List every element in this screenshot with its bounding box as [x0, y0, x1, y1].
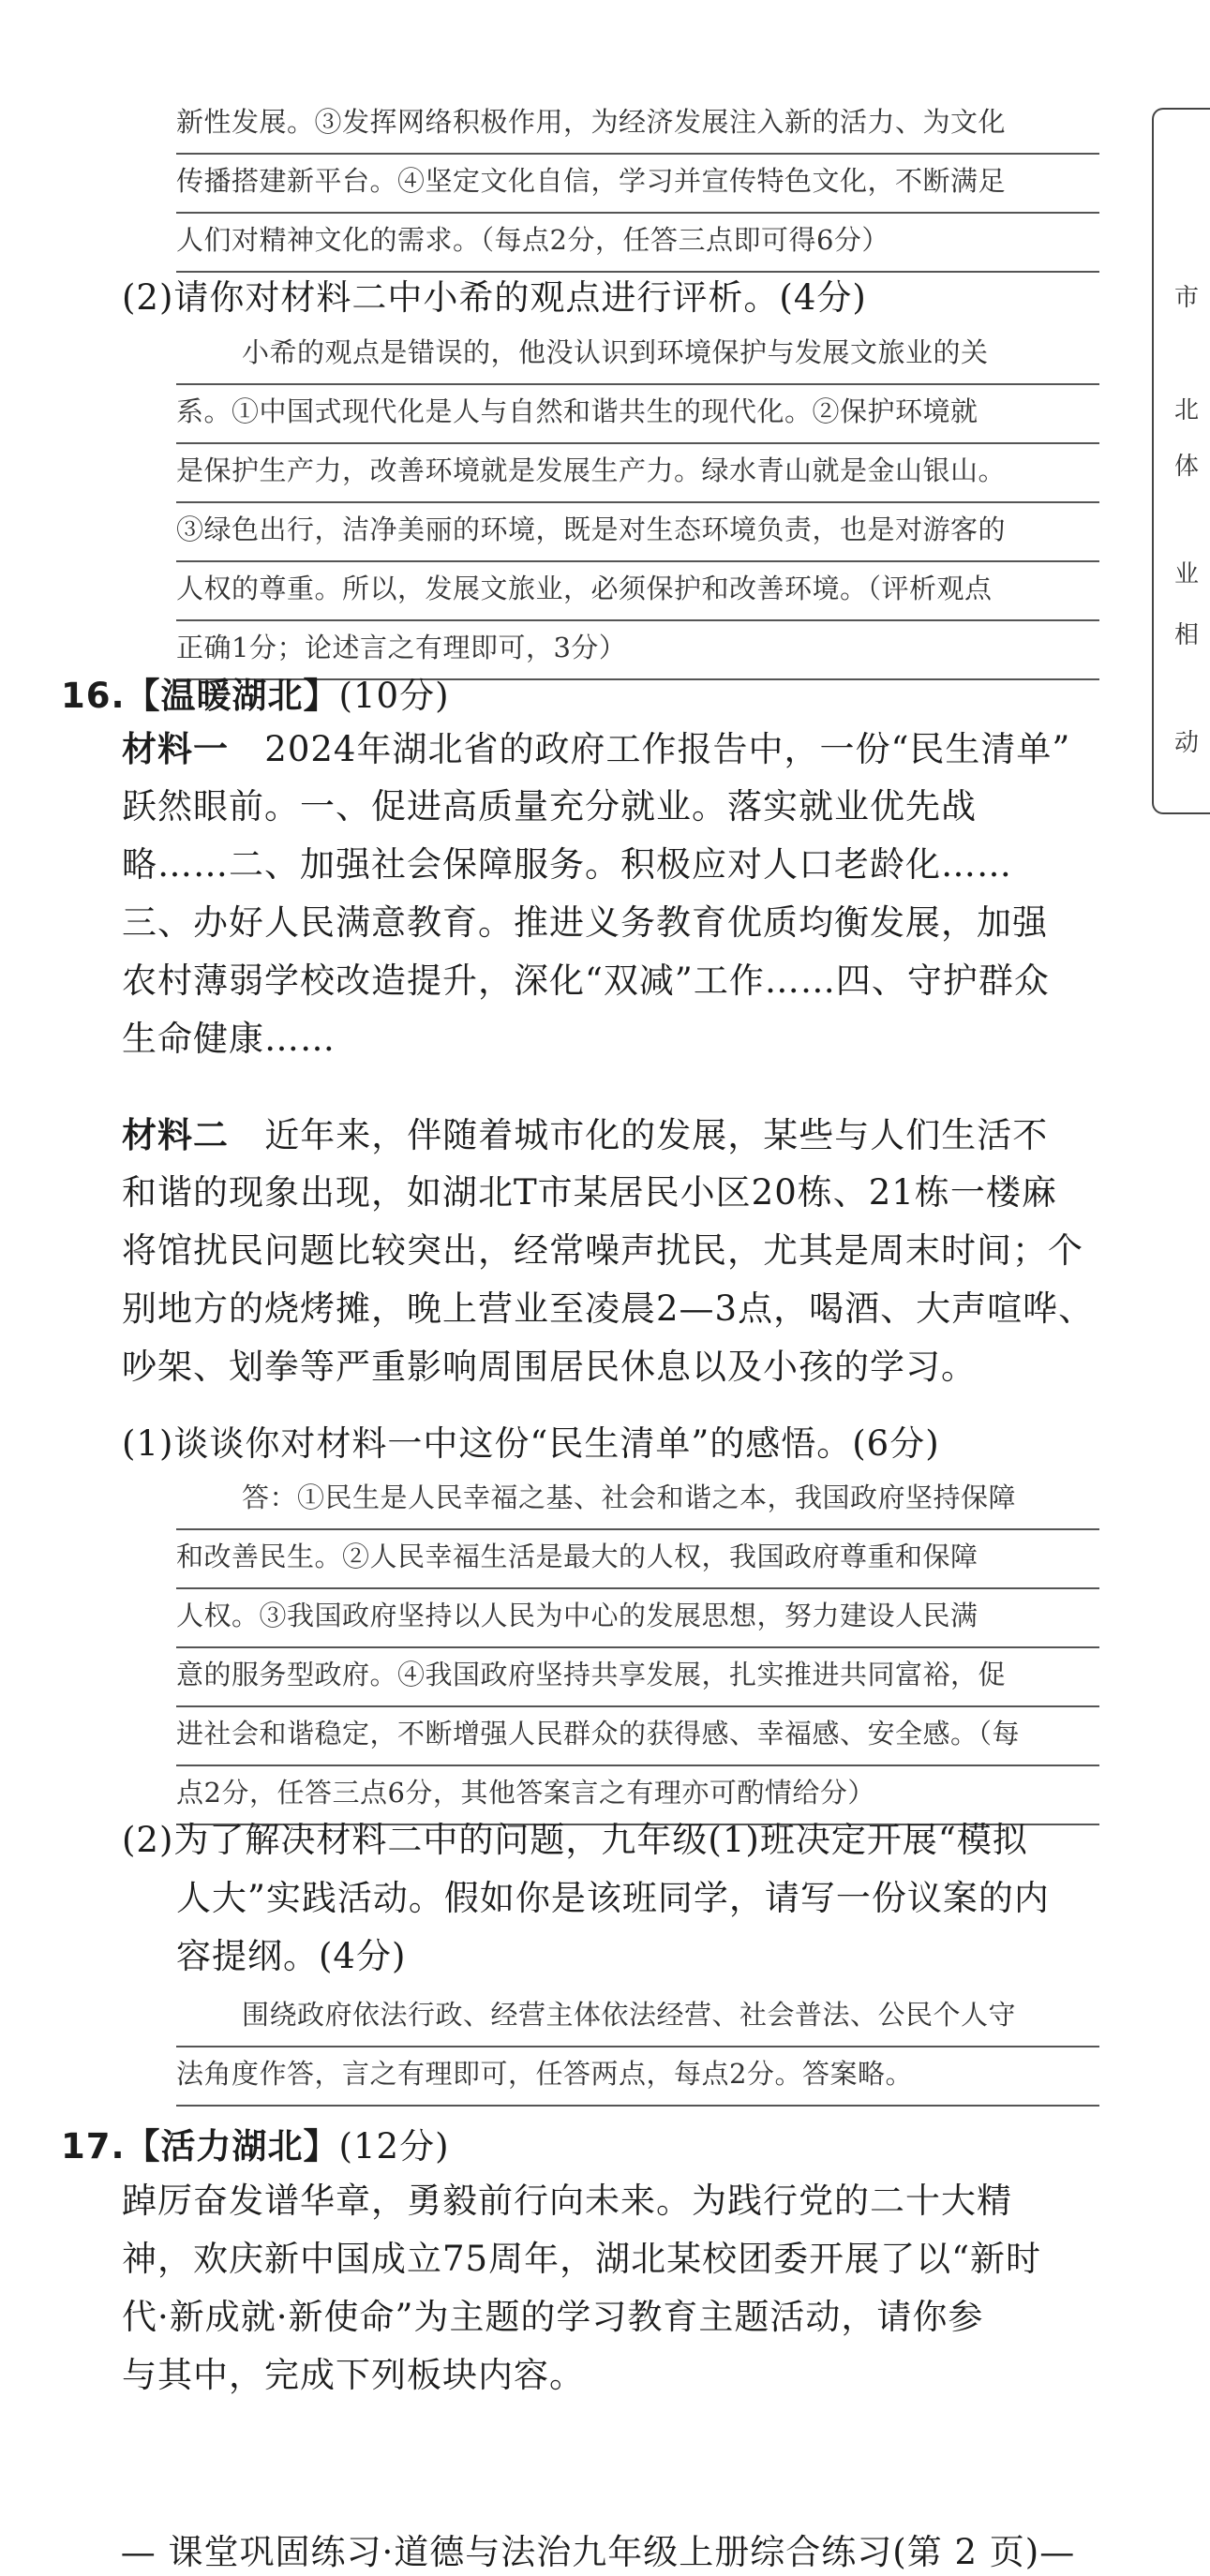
material-line: 吵架、划拳等严重影响周围居民休息以及小孩的学习。: [122, 1347, 977, 1387]
side-char: 业: [1174, 560, 1200, 588]
q17-title: 【活力湖北】: [125, 2125, 339, 2167]
material-line: 跃然眼前。一、促进高质量充分就业。落实就业优先战: [122, 786, 977, 826]
answer-line: 答：①民生是人民幸福之基、社会和谐之本，我国政府坚持保障: [176, 1471, 1099, 1530]
question-line: 代·新成就·新使命”为主题的学习教育主题活动，请你参: [122, 2297, 984, 2337]
material-line: 三、办好人民满意教育。推进义务教育优质均衡发展，加强: [122, 902, 1048, 943]
answer-line: 围绕政府依法行政、经营主体依法经营、社会普法、公民个人守: [176, 1988, 1099, 2047]
material-line: 略……二、加强社会保障服务。积极应对人口老龄化……: [122, 844, 1012, 885]
q16-material1: [122, 720, 1106, 1068]
side-char: 体: [1174, 453, 1200, 481]
answer-line: 和改善民生。②人民幸福生活是最大的人权，我国政府尊重和保障: [176, 1530, 1099, 1589]
q15-2-question: (2)请你对材料二中小希的观点进行评析。(4分): [122, 277, 867, 318]
q17-number: 17.: [61, 2126, 126, 2167]
question-line: 踔厉奋发谱华章，勇毅前行向未来。为践行党的二十大精: [122, 2181, 1012, 2221]
question-line: 人大”实践活动。假如你是该班同学，请写一份议案的内: [176, 1878, 1050, 1918]
answer-line: ③绿色出行，洁净美丽的环境，既是对生态环境负责，也是对游客的: [176, 503, 1099, 562]
q16-number: 16.: [61, 676, 126, 716]
material-line: 农村薄弱学校改造提升，深化“双减”工作……四、守护群众: [122, 960, 1050, 1001]
q16-material2: [122, 1106, 1106, 1396]
side-char: 市: [1174, 284, 1200, 312]
q17-score: (12分): [338, 2126, 450, 2167]
material-line: 将馆扰民问题比较突出，经常噪声扰民，尤其是周末时间；个: [122, 1230, 1083, 1271]
question-line: 与其中，完成下列板块内容。: [122, 2355, 585, 2395]
answer-line: 点2分，任答三点6分，其他答案言之有理亦可酌情给分）: [176, 1766, 1099, 1825]
answer-line: 人权的尊重。所以，发展文旅业，必须保护和改善环境。（评析观点: [176, 562, 1099, 621]
material2-label: 材料二: [122, 1114, 229, 1155]
question-line: (2)为了解决材料二中的问题，九年级(1)班决定开展“模拟: [122, 1820, 1028, 1860]
answer-line: 进社会和谐稳定，不断增强人民群众的获得感、幸福感、安全感。（每: [176, 1707, 1099, 1766]
q16-1-question: (1)谈谈你对材料一中这份“民生清单”的感悟。(6分): [122, 1423, 940, 1464]
q16-1-answer-block: [176, 1471, 1099, 1825]
q15-2-answer-block: [176, 326, 1099, 680]
question-line: 神，欢庆新中国成立75周年，湖北某校团委开展了以“新时: [122, 2239, 1041, 2279]
material1-label: 材料一: [122, 728, 229, 769]
q16-2-answer-block: [176, 1988, 1099, 2107]
material-line: 2024年湖北省的政府工作报告中，一份“民生清单”: [264, 729, 1071, 769]
answer-line: 法角度作答，言之有理即可，任答两点，每点2分。答案略。: [176, 2047, 1099, 2107]
material-line: 别地方的烧烤摊，晚上营业至凌晨2—3点，喝酒、大声喧哗、: [122, 1288, 1095, 1329]
answer-line: 正确1分；论述言之有理即可，3分）: [176, 621, 1099, 680]
side-char: 北: [1174, 396, 1200, 424]
q17-heading: [61, 2118, 450, 2168]
q16-score: (10分): [338, 676, 450, 716]
answer-line: 系。①中国式现代化是人与自然和谐共生的现代化。②保护环境就: [176, 385, 1099, 444]
material-line: 生命健康……: [122, 1019, 336, 1059]
answer-line: 是保护生产力，改善环境就是发展生产力。绿水青山就是金山银山。: [176, 444, 1099, 503]
answer-line: 人权。③我国政府坚持以人民为中心的发展思想，努力建设人民满: [176, 1589, 1099, 1648]
q16-heading: [61, 667, 450, 718]
answer-line: 小希的观点是错误的，他没认识到环境保护与发展文旅业的关: [176, 326, 1099, 385]
answer-line: 传播搭建新平台。④坚定文化自信，学习并宣传特色文化，不断满足: [176, 155, 1099, 214]
side-char: 动: [1174, 729, 1200, 757]
q16-title: 【温暖湖北】: [125, 675, 339, 716]
answer-line: 新性发展。③发挥网络积极作用，为经济发展注入新的活力、为文化: [176, 96, 1099, 155]
side-char: 相: [1174, 621, 1200, 649]
q15-1-answer-block: [176, 96, 1099, 273]
page-footer: — 课堂巩固练习·道德与法治九年级上册综合练习(第 2 页)—: [120, 2532, 1076, 2572]
side-panel: [1152, 108, 1210, 814]
q16-2-question: [122, 1811, 1106, 1986]
question-line: 容提纲。(4分): [176, 1936, 407, 1976]
answer-line: 意的服务型政府。④我国政府坚持共享发展，扎实推进共同富裕，促: [176, 1648, 1099, 1707]
answer-line: 人们对精神文化的需求。（每点2分，任答三点即可得6分）: [176, 214, 1099, 273]
material-line: 近年来，伴随着城市化的发展，某些与人们生活不: [264, 1115, 1049, 1155]
q17-text: [122, 2172, 1106, 2405]
material-line: 和谐的现象出现，如湖北T市某居民小区20栋、21栋一楼麻: [122, 1172, 1057, 1213]
